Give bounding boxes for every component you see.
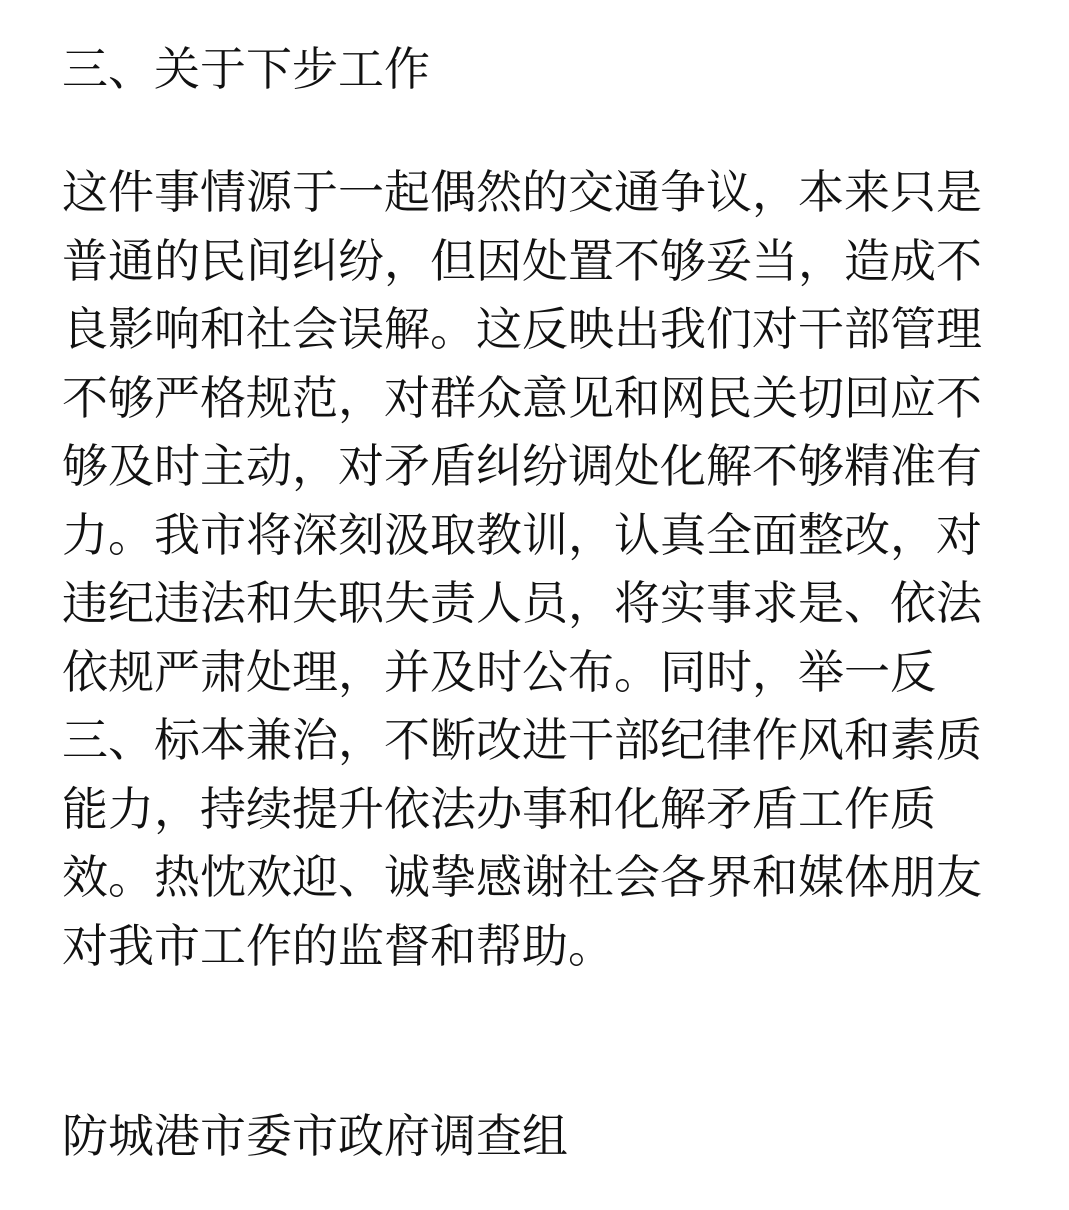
paragraph-line: 对我市工作的监督和帮助。 <box>62 918 614 973</box>
paragraph-line: 依规严肃处理，并及时公布。同时，举一反 <box>62 644 936 699</box>
paragraph-line: 力。我市将深刻汲取教训，认真全面整改，对 <box>62 507 982 562</box>
paragraph-line: 不够严格规范，对群众意见和网民关切回应不 <box>62 370 982 425</box>
paragraph-line: 三、标本兼治，不断改进干部纪律作风和素质 <box>62 713 982 767</box>
paragraph-line: 违纪违法和失职失责人员，将实事求是、依法 <box>62 576 982 630</box>
paragraph-line: 良影响和社会误解。这反映出我们对干部管理 <box>62 302 982 356</box>
section-heading: 三、关于下步工作 <box>62 42 430 96</box>
paragraph-line: 这件事情源于一起偶然的交通争议，本来只是 <box>62 165 982 219</box>
paragraph-line: 能力，持续提升依法办事和化解矛盾工作质 <box>62 781 936 836</box>
signature-line: 防城港市委市政府调查组 <box>62 1109 568 1163</box>
paragraph-line: 够及时主动，对矛盾纠纷调处化解不够精准有 <box>62 439 982 493</box>
paragraph-line: 效。热忱欢迎、诚挚感谢社会各界和媒体朋友 <box>62 850 982 904</box>
body-paragraph <box>62 158 1052 980</box>
paragraph-line: 普通的民间纠纷，但因处置不够妥当，造成不 <box>62 233 982 288</box>
